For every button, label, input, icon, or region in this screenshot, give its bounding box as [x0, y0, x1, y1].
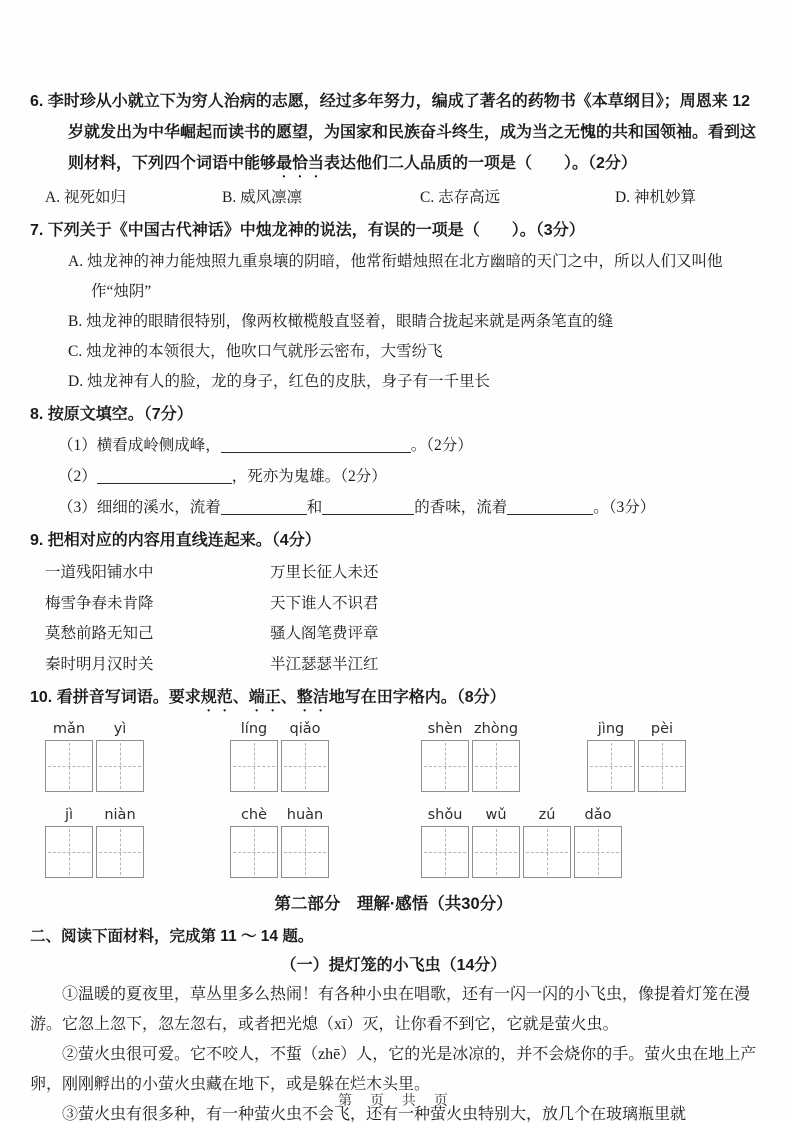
question-6-options: [45, 183, 757, 213]
tianzige-cell: [421, 805, 469, 878]
pinyin-label: niàn: [104, 807, 136, 823]
part-2-intro: 二、阅读下面材料，完成第 11 ～ 14 题。: [30, 928, 314, 945]
question-8-items: [58, 430, 757, 523]
question-9-match-area: [45, 558, 757, 680]
match-left-item[interactable]: 秦时明月汉时关: [45, 655, 154, 673]
match-right-item[interactable]: 万里长征人未还: [270, 564, 379, 581]
answer-blank[interactable]: [507, 500, 593, 515]
question-10-stem-emphasis: 整洁: [296, 689, 329, 706]
question-10-stem-part: 、: [280, 689, 297, 706]
question-6-stem-part1: 6. 李时珍从小就立下为穷人治病的志愿，经过多年努力，编成了著名的药物书《本草纲目》；周恩来 12 岁就发出为中华崛起而读书的愿望，为国家和民族奋斗终生，成为当之无愧的共和国领袖。看到这则材料，下列四个词语中能够: [30, 93, 757, 172]
tianzige-box[interactable]: [421, 740, 469, 792]
tianzige-box[interactable]: [421, 826, 469, 878]
tianzige-cell: [472, 719, 520, 792]
fill-blank-text: （3）细细的溪水，流着: [58, 499, 221, 516]
tianzige-cell: [281, 805, 329, 878]
question-8-stem: 8. 按原文填空。（7分）: [30, 406, 193, 423]
tianzige-cell: [281, 719, 329, 792]
pinyin-label: wǔ: [485, 807, 507, 823]
fill-blank-text: 。（2分）: [410, 437, 473, 454]
question-10-stem-emphasis: 端正: [248, 689, 281, 706]
question-7-options: [68, 247, 757, 397]
passage-title: （一）提灯笼的小飞虫（14分）: [280, 957, 507, 974]
tianzige-group: [230, 719, 329, 792]
tianzige-box[interactable]: [472, 826, 520, 878]
fill-blank-text: （2）: [58, 468, 97, 485]
tianzige-cell: [587, 719, 635, 792]
question-6-stem-part2: 表达他们二人品质的一项是（ ）。（2分）: [324, 155, 637, 172]
match-row: [45, 558, 757, 589]
passage-paragraph-1: ①温暖的夏夜里，草丛里多么热闹！有各种小虫在唱歌，还有一闪一闪的小飞虫，像提着灯笼在漫游。它忽上忽下，忽左忽右，或者把光熄（xī）灭，让你看不到它，它就是萤火虫。: [30, 986, 751, 1033]
match-left-item[interactable]: 莫愁前路无知己: [45, 625, 154, 642]
pinyin-label: zhòng: [473, 721, 519, 737]
match-row: [45, 589, 757, 620]
question-6-stem-emphasis: 最恰当: [276, 155, 325, 172]
match-row: [45, 619, 757, 650]
tianzige-cell: [574, 805, 622, 878]
tianzige-row-2: [45, 805, 757, 878]
question-8-item-3: [58, 492, 757, 523]
tianzige-cell: [421, 719, 469, 792]
tianzige-cell: [638, 719, 686, 792]
question-10-stem-part: 10. 看拼音写词语。要求: [30, 689, 201, 706]
tianzige-box[interactable]: [587, 740, 635, 792]
pinyin-label: qiǎo: [289, 721, 321, 737]
question-6-option-d[interactable]: D. 神机妙算: [615, 189, 696, 206]
fill-blank-text: 。（3分）: [593, 499, 656, 516]
question-6-option-c[interactable]: C. 志存高远: [420, 189, 501, 206]
tianzige-cell: [523, 805, 571, 878]
question-10-stem-emphasis: 规范: [200, 689, 233, 706]
pinyin-label: jìng: [597, 721, 625, 737]
question-8-item-1: [58, 430, 757, 461]
pinyin-label: shǒu: [427, 807, 463, 823]
part-2-header: 第二部分 理解·感悟（共30分）: [274, 895, 513, 913]
tianzige-box[interactable]: [523, 826, 571, 878]
question-7-option-a[interactable]: A. 烛龙神的神力能烛照九重泉壤的阴暗，他常衔蜡烛照在北方幽暗的天门之中，所以人们又叫他作“烛阴”: [68, 253, 723, 300]
pinyin-label: shèn: [427, 721, 463, 737]
pinyin-label: zú: [538, 807, 556, 823]
tianzige-cell: [472, 805, 520, 878]
tianzige-row-1: [45, 719, 757, 792]
match-left-item[interactable]: 梅雪争春未肯降: [45, 594, 154, 612]
pinyin-label: pèi: [650, 721, 674, 737]
question-10-stem: [30, 682, 757, 715]
pinyin-label: yì: [113, 721, 127, 737]
match-row: [45, 650, 757, 681]
fill-blank-text: ，死亦为鬼雄。（2分）: [231, 468, 387, 485]
question-7-option-c[interactable]: C. 烛龙神的本领很大，他吹口气就彤云密布，大雪纷飞: [68, 343, 443, 360]
tianzige-box[interactable]: [472, 740, 520, 792]
question-9-stem: 9. 把相对应的内容用直线连起来。（4分）: [30, 532, 321, 549]
tianzige-group: [421, 805, 622, 878]
question-7-option-b[interactable]: B. 烛龙神的眼睛很特别，像两枚橄榄般直竖着，眼睛合拢起来就是两条笔直的缝: [68, 313, 614, 330]
fill-blank-text: 的香味，流着: [414, 499, 508, 516]
tianzige-box[interactable]: [574, 826, 622, 878]
tianzige-cell: [45, 805, 93, 878]
answer-blank[interactable]: [322, 500, 414, 515]
tianzige-box[interactable]: [638, 740, 686, 792]
match-right-item[interactable]: 半江瑟瑟半江红: [270, 655, 379, 673]
tianzige-cell: [96, 805, 144, 878]
tianzige-group: [45, 805, 144, 878]
tianzige-box[interactable]: [230, 740, 278, 792]
answer-blank[interactable]: [221, 438, 411, 453]
tianzige-group: [421, 719, 520, 792]
question-10-stem-part: 地写在田字格内。（8分）: [328, 689, 506, 706]
tianzige-cell: [45, 719, 93, 792]
question-7-stem: 7. 下列关于《中国古代神话》中烛龙神的说法，有误的一项是（ ）。（3分）: [30, 222, 585, 239]
passage-paragraph-2: ②萤火虫很可爱。它不咬人，不蜇（zhē）人，它的光是冰凉的，并不会烧你的手。萤火虫在地上产卵，刚刚孵出的小萤火虫藏在地下，或是躲在烂木头里。: [30, 1046, 757, 1093]
match-right-item[interactable]: 骚人阁笔费评章: [270, 625, 379, 642]
answer-blank[interactable]: [97, 469, 232, 484]
passage-paragraph-3: ③萤火虫有很多种，有一种萤火虫不会飞，还有一种萤火虫特别大，放几个在玻璃瓶里就: [62, 1106, 687, 1122]
match-left-item[interactable]: 一道残阳铺水中: [45, 564, 154, 581]
pinyin-label: dǎo: [584, 807, 612, 823]
tianzige-cell: [96, 719, 144, 792]
tianzige-group: [45, 719, 144, 792]
answer-blank[interactable]: [221, 500, 307, 515]
tianzige-cell: [230, 805, 278, 878]
question-7-option-d[interactable]: D. 烛龙神有人的脸，龙的身子，红色的皮肤，身子有一千里长: [68, 373, 490, 390]
pinyin-label: huàn: [286, 807, 324, 823]
match-right-item[interactable]: 天下谁人不识君: [270, 594, 379, 612]
question-6-option-b[interactable]: B. 威风凛凛: [222, 189, 303, 206]
tianzige-box[interactable]: [45, 826, 93, 878]
question-6-stem: [30, 86, 757, 181]
question-10-stem-part: 、: [232, 689, 249, 706]
pinyin-label: mǎn: [52, 721, 86, 737]
pinyin-label: jì: [64, 807, 74, 823]
tianzige-box[interactable]: [96, 740, 144, 792]
page-footer: 第 页 共 页: [338, 1092, 455, 1108]
fill-blank-text: 和: [306, 499, 323, 516]
tianzige-box[interactable]: [230, 826, 278, 878]
question-8-item-2: [58, 461, 757, 492]
pinyin-label: líng: [240, 721, 268, 737]
tianzige-box[interactable]: [281, 740, 329, 792]
tianzige-group: [587, 719, 686, 792]
tianzige-group: [230, 805, 329, 878]
tianzige-box[interactable]: [45, 740, 93, 792]
question-6-option-a[interactable]: A. 视死如归: [45, 189, 126, 206]
tianzige-box[interactable]: [96, 826, 144, 878]
pinyin-label: chè: [240, 807, 268, 823]
fill-blank-text: （1）横看成岭侧成峰，: [58, 437, 221, 454]
tianzige-box[interactable]: [281, 826, 329, 878]
tianzige-cell: [230, 719, 278, 792]
